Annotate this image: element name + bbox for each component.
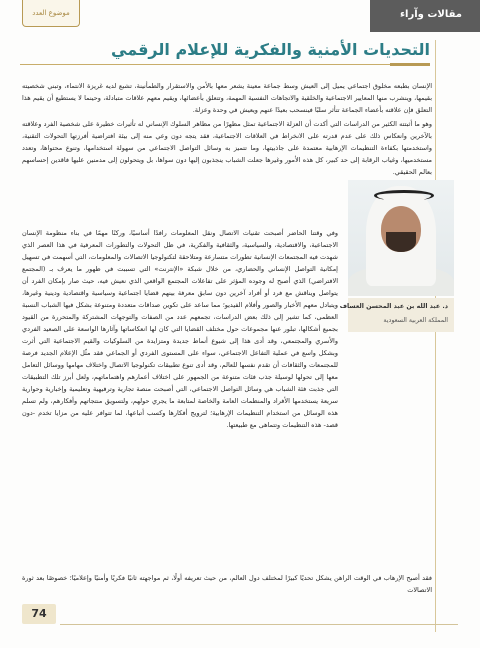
side-divider: [435, 40, 436, 632]
photo-beard: [386, 232, 416, 252]
author-photo: [348, 180, 454, 296]
article-body-middle: [22, 227, 338, 433]
page-number: 74: [31, 607, 47, 620]
section-label: مقالات وآراء: [399, 9, 462, 20]
article-body-bottom: [22, 572, 432, 598]
article-body-top: [22, 80, 432, 180]
paragraph: الإنسان بطبعه مخلوق اجتماعي يميل إلى العيش وسط جماعة معينة يشعر معها بالأمن والاستقرار والطمأنينة، تشبع لديه غريزة الانتماء، وتبني شخصيته بقيمها، وينشرب منها المعايير الاجتماعية والخلقية والاتجاهات النفسية المهمة، وتتعلق بأعضائها، ويقيم معهم علاقات متبادلة، وحينما لا يستطيع أن يقيم هذا التعلق فإن علاقته بأعضاء الجماعة تتأثر سلبًا فينسحب بعيدًا عنهم ويعيش في وحدة وعزلة.: [22, 82, 432, 114]
author-name: د. عبد الله بن عبد المحسن العساف: [339, 303, 448, 310]
paragraph: وفي وقتنا الحاضر أصبحت تقنيات الاتصال ونقل المعلومات رافدًا أساسيًا، وركنًا مهمًا في بناء منظومة الإنسان الاجتماعية، والاقتصادية، والسياسية، والثقافية والفكرية، في ظل التحولات والتطورات المعرفية في هذا العصر الذي شهدت فيه المجتمعات الإنسانية تطورات متسارعة ومتلاحقة لتكنولوجيا الاتصالات والمعلومات، التي أسهمت في تسهيل إمكانية التواصل الإنساني والحضاري، من خلال شبكة «الإنترنت» التي تسببت في ظهور ما يعرف بـ (المجتمع الافتراضي) الذي أصبح له وجوده المؤثر على تفاعلات المجتمع الواقعي الذي نعيش فيه، حيث صار بإمكان الفرد أن يتواصل ويناقش مع فرد أو أفراد آخرين دون سابق معرفة بينهم قضايا اجتماعية وسياسية واقتصادية ودينية وغيرها، ويتبادل معهم الأخبار والصور وأفلام الفيديو؛ مما ساعد على تكوين صداقات متعددة ومتنوعة بشكل فيها الشباب النسبة العظمى، كما تشير إلى ذلك بعض الدراسات، تجمعهم عدد من الصفات والتوجهات المشتركة والمتحررة من القيود بجميع أشكالها، تبلور عنها مجموعات حول مختلف القضايا التي كان لها انعكاساتها وآثارها الواسعة على الصعيد الفردي والأسري والمجتمعي، وقد أدى هذا إلى شيوع أنماط جديدة ومتزايدة من السلوكيات والقيم الاجتماعية التي أثرت وبشكل واسع في عملية التفاعل الاجتماعي، سواء على المستوى الفردي أو الجماعي فقد مثّل الإعلام الجديد فرصة للمجتمعات والثقافات أن تقدم نفسها للعالم، وقد أدى تنوع تطبيقات تكنولوجيا الاتصال واختلاف مهامها ووسائل التعامل معها إلى تحولها لوسيلة جذب فئات متنوعة من الجمهور على اختلاف أعمارهم واهتماماتهم، ولعل أبرز تلك التطبيقات التي جذبت فئة الشباب هي وسائل التواصل الاجتماعي، التي أصبحت منصة تجارية وترفيهية وتعليمية وإخبارية وحوارية سريعة يستخدمها الأفراد والمنظمات العامة والخاصة لمتابعة ما يجري حولهم، ولتسويق منتجاتهم وأفكارهم، ولم تسلم هذه الوسائل من استخدام التنظيمات الإرهابية؛ لترويج أفكارها وكسب أتباعها، لما تتوافر عليه من مزايا تخدم -دون قصد- هذه التنظيمات وتتماهى مع طبيعتها.: [22, 229, 338, 429]
photo-agal: [374, 190, 434, 201]
article-title: التحديات الأمنية والفكرية للإعلام الرقمي: [111, 40, 430, 59]
footer-rule: [60, 624, 458, 625]
paragraph: فقد أصبح الإرهاب في الوقت الراهن يشكل تحديًا كبيرًا لمختلف دول العالم، من حيث تعريفه أولًا، ثم مواجهته ثانيًا فكريًا وأمنيًا وإعلاميًا؛ خصوصًا بعد ثورة الاتصالات: [22, 574, 432, 594]
title-underline: [20, 64, 430, 65]
author-country: المملكة العربية السعودية: [383, 317, 448, 324]
author-caption: [339, 298, 454, 332]
section-tab: [370, 0, 480, 32]
issue-topic-badge: [22, 0, 80, 27]
page-number-box: [22, 604, 56, 624]
badge-label: موضوع العدد: [32, 9, 70, 17]
paragraph: وهو ما أثبتته الكثير من الدراسات التي أكدت أن العزلة الاجتماعية تمثل مظهرًا من مظاهر السلوك الإنساني له تأثيرات خطيرة على شخصية الفرد وعلاقته بالآخرين وانعكاس ذلك على عدم قدرته على الانخراط في العلاقات الاجتماعية، فقد يتجه دون وعي منه إلى بيئة افتراضية أفرزتها التحولات التقنية، واستخدمتها بكفاءة التنظيمات الإرهابية معتمدة على جاذبيتها، وما تتميز به وسائل التواصل الاجتماعي من سهولة استخدامها، وتنوع محتواها، وتعدد مستخدميها، وغياب الرقابة إلى حد كبير، كل هذه الأمور وغيرها جعلت الشباب ينجذبون إليها دون سواها، بل ويتحولون إلى مدمنين عليها فاقدين إحساسهم بعالم الحقيقي.: [22, 120, 432, 176]
